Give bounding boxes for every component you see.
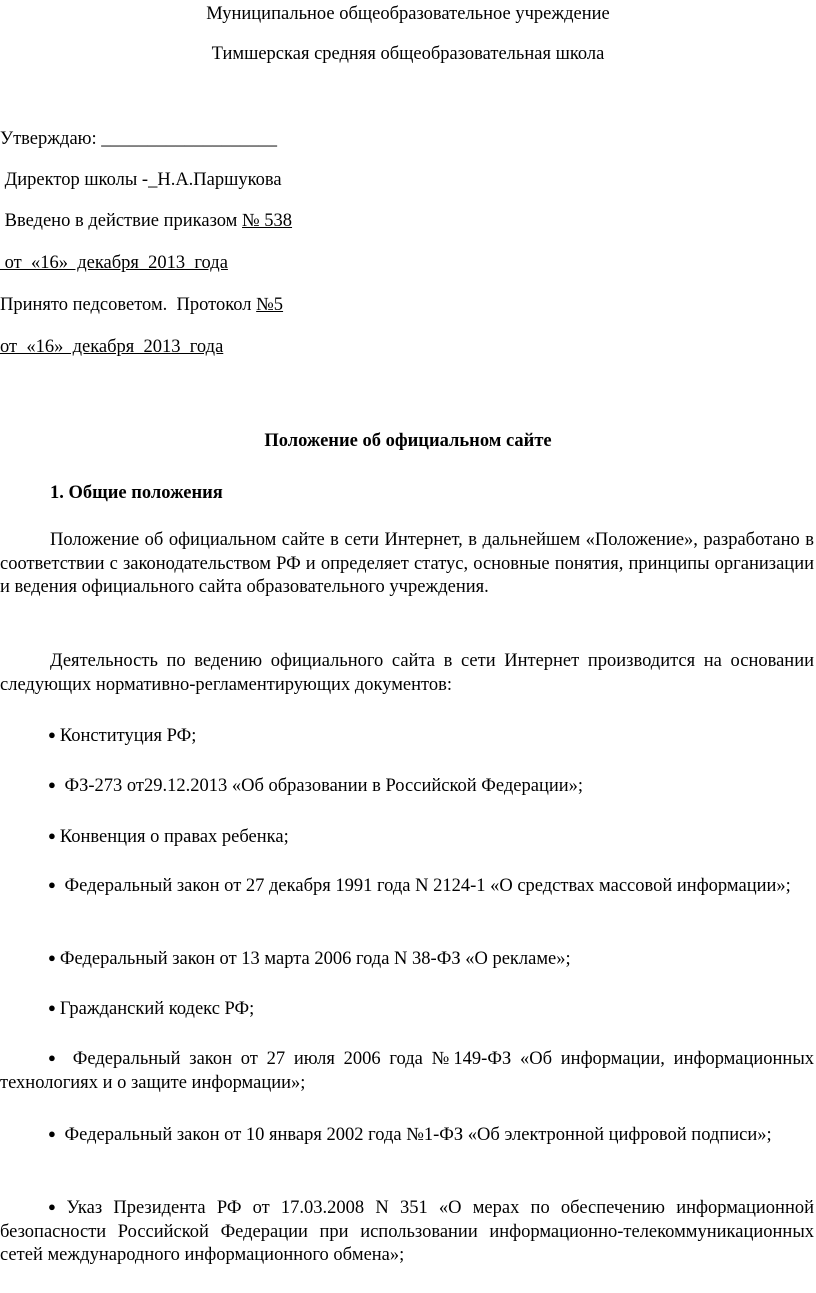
council-number: №5 — [256, 295, 284, 315]
document-title: Положение об официальном сайте — [264, 431, 552, 451]
list-item: ● ФЗ-273 от29.12.2013 «Об образовании в Российской Федерации»; — [48, 776, 584, 796]
bullet-icon: ● — [48, 1126, 56, 1141]
council-date: от «16» декабря 2013 года — [0, 337, 224, 357]
list-item: ● Федеральный закон от 27 июля 2006 года №149-ФЗ «Об информации, информационных технологиях и о защите информации»; — [0, 1049, 814, 1093]
order-line — [0, 209, 292, 233]
section-heading: 1. Общие положения — [50, 483, 223, 503]
list-item: ● Конвенция о правах ребенка; — [48, 827, 289, 847]
bullet-icon: ● — [48, 777, 56, 792]
bullet-icon: ● — [48, 1199, 63, 1214]
bullet-icon: ● — [48, 950, 56, 965]
paragraph-intro: Положение об официальном сайте в сети Интернет, в дальнейшем «Положение», разработано в соответствии с законодательством РФ и определяет статус, основные понятия, принципы организации и ведения официального сайта образовательного учреждения. — [0, 530, 814, 597]
list-item: ● Федеральный закон от 27 декабря 1991 года N 2124-1 «О средствах массовой информации»; — [48, 876, 791, 896]
paragraph-documents: Деятельность по ведению официального сайта в сети Интернет производится на основании следующих нормативно-регламентирующих документов: — [0, 651, 814, 695]
director-prefix: Директор школы -_ — [0, 170, 158, 190]
list-item: ● Конституция РФ; — [48, 726, 197, 746]
director-line — [0, 168, 282, 192]
bullet-icon: ● — [48, 828, 56, 843]
institution-line-2: Тимшерская средняя общеобразовательная школа — [211, 44, 605, 64]
list-item: ● Указ Президента РФ от 17.03.2008 N 351 «О мерах по обеспечению информационной безопасности Российской Федерации при использовании информационно-телекоммуникационных сетей международного информационного обмена»; — [0, 1198, 814, 1265]
list-item: ● Федеральный закон от 10 января 2002 года №1-ФЗ «Об электронной цифровой подписи»; — [48, 1125, 772, 1145]
order-prefix: Введено в действие приказом — [0, 211, 243, 231]
bullet-icon: ● — [48, 1000, 56, 1015]
bullet-icon: ● — [48, 1050, 60, 1065]
list-item: ● Федеральный закон от 13 марта 2006 года N 38-ФЗ «О рекламе»; — [48, 949, 571, 969]
director-name: Н.А.Паршукова — [157, 170, 282, 190]
bullet-icon: ● — [48, 727, 56, 742]
bullet-icon: ● — [48, 877, 56, 892]
council-line — [0, 293, 283, 317]
list-item: ● Гражданский кодекс РФ; — [48, 999, 255, 1019]
approve-line: Утверждаю: ___________________ — [0, 129, 278, 149]
order-number: № 538 — [242, 211, 293, 231]
institution-line-1: Муниципальное общеобразовательное учреждение — [206, 4, 610, 24]
council-date-line — [0, 335, 223, 359]
council-prefix: Принято педсоветом. Протокол — [0, 295, 257, 315]
order-date-line — [0, 251, 228, 275]
order-date: от «16» декабря 2013 года — [0, 253, 228, 273]
